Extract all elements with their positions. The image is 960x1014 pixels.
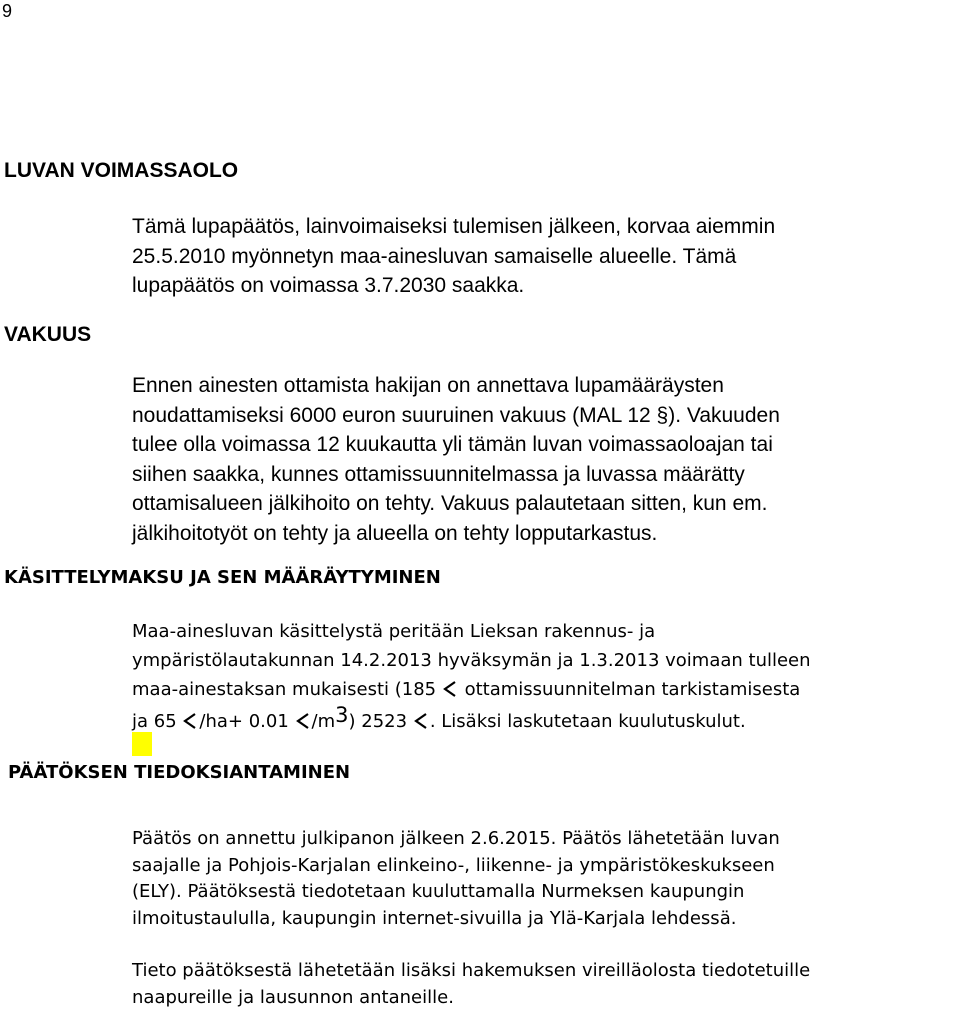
heading-security: VAKUUS [4,323,92,346]
text-line: saajalle ja Pohjois-Karjalan elinkeino-, liikenne- ja ympäristökeskukseen [132,854,775,876]
euro-sign-icon [296,713,310,729]
page-number: 9 [2,1,13,21]
heading-fee: KÄSITTELYMAKSU JA SEN MÄÄRÄYTYMINEN [4,567,441,588]
validity-paragraph [132,212,775,301]
text-fragment: /ha+ 0.01 [199,711,289,732]
text-fragment: ottamissuunnitelman tarkistamisesta [464,679,801,700]
text-fragment: . Lisäksi laskutetaan kuulutuskulut. [429,711,746,732]
text-line: Tieto päätöksestä lähetetään lisäksi hakemuksen vireilläolosta tiedotetuille [132,960,811,981]
text-line: tulee olla voimassa 12 kuukautta yli tämän luvan voimassaoloajan tai [132,433,773,456]
text-line [132,703,811,736]
euro-sign-icon [443,681,457,697]
text-line: 25.5.2010 myönnetyn maa-ainesluvan samaiselle alueelle. Tämä [132,244,737,268]
text-line: Ennen ainesten ottamista hakijan on annettava lupamääräysten [132,374,724,397]
text-line: ottamisalueen jälkihoito on tehty. Vakuus palautetaan sitten, kun em. [132,492,768,515]
security-paragraph [132,371,780,548]
text-fragment: maa-ainestaksan mukaisesti (185 [132,679,437,700]
highlight-mark [132,732,152,756]
text-line: ilmoitustaululla, kaupungin internet-sivuilla ja Ylä-Karjala lehdessä. [132,908,737,930]
text-fragment: ) 2523 [348,711,408,732]
text-line: Maa-ainesluvan käsittelystä peritään Lieksan rakennus- ja [132,621,656,642]
notification-paragraph-2 [132,958,810,1011]
text-line: Tämä lupapäätös, lainvoimaiseksi tulemisen jälkeen, korvaa aiemmin [132,215,776,238]
text-line: jälkihoitotyöt on tehty ja alueella on tehty lopputarkastus. [132,521,658,545]
fee-paragraph [132,617,811,736]
superscript: 3 [335,703,349,727]
euro-sign-icon [183,713,197,729]
text-line [132,675,811,704]
text-line: siihen saakka, kunnes ottamissuunnitelmassa ja luvassa määrätty [132,462,745,486]
notification-paragraph-1 [132,826,780,933]
heading-validity: LUVAN VOIMASSAOLO [4,159,239,182]
text-fragment: /m [311,711,336,732]
text-line: ympäristölautakunnan 14.2.2013 hyväksymän ja 1.3.2013 voimaan tulleen [132,650,811,671]
euro-sign-icon [414,713,428,729]
text-line: Päätös on annettu julkipanon jälkeen 2.6.2015. Päätös lähetetään luvan [132,828,780,849]
text-line: lupapäätös on voimassa 3.7.2030 saakka. [132,274,525,297]
text-line: noudattamiseksi 6000 euron suuruinen vakuus (MAL 12 §). Vakuuden [132,403,780,427]
text-fragment: ja 65 [132,711,177,732]
heading-notification: PÄÄTÖKSEN TIEDOKSIANTAMINEN [8,762,351,783]
text-line: (ELY). Päätöksestä tiedotetaan kuuluttamalla Nurmeksen kaupungin [132,881,745,903]
text-line: naapureille ja lausunnon antaneille. [132,986,454,1008]
